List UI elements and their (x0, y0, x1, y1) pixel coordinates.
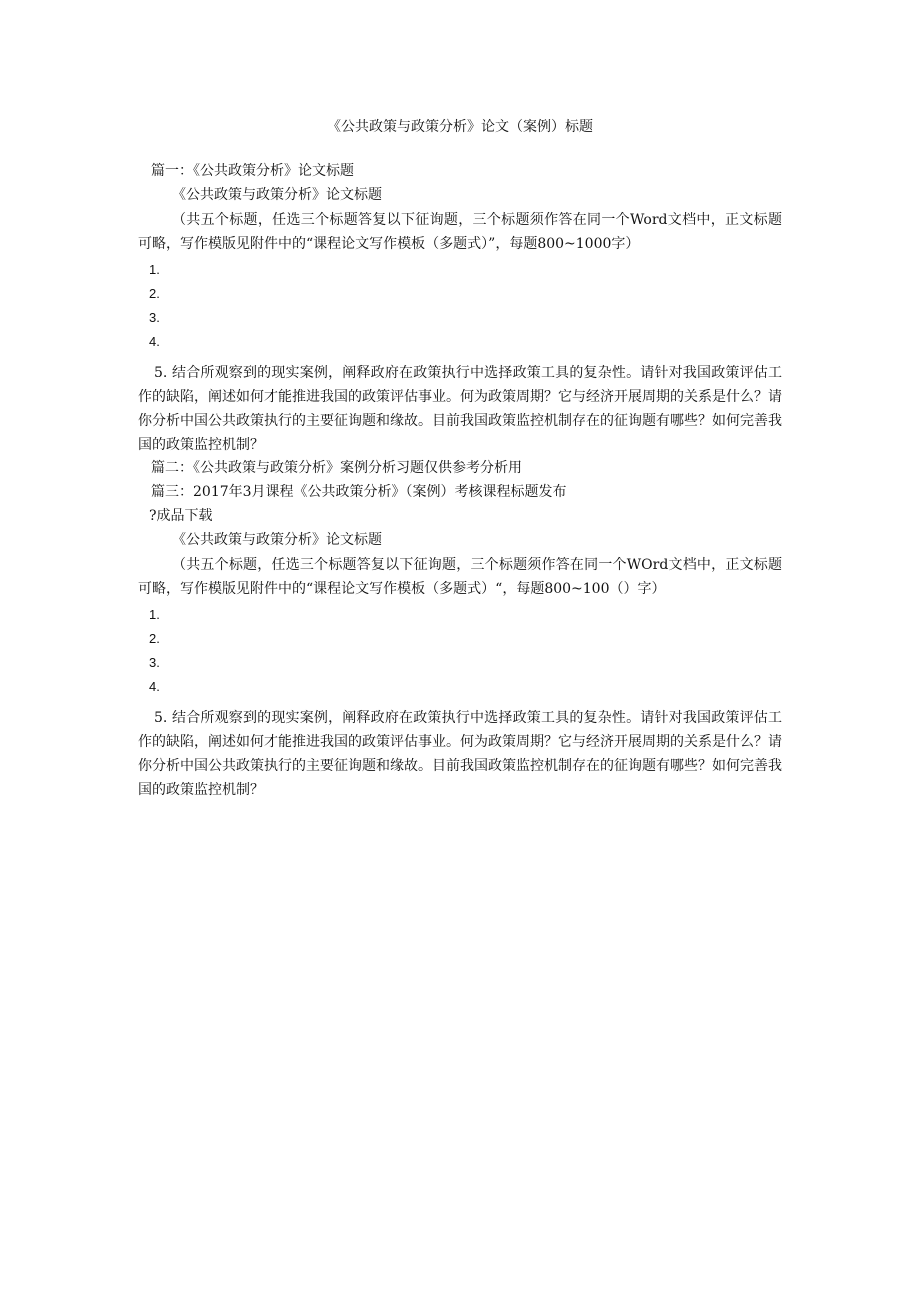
part1-item-2: 2. (149, 286, 160, 301)
part3-subheading: 《公共政策与政策分析》论文标题 (172, 532, 382, 548)
part3-item-3: 3. (149, 655, 160, 670)
part3-instructions: （共五个标题，任选三个标题答复以下征询题，三个标题须作答在同一个WOrd文档中，正文标题可略，写作模版见附件中的“课程论文写作模板（多题式）“，每题800~100（）字） (138, 557, 782, 597)
document-title: 《公共政策与政策分析》论文（案例）标题 (327, 119, 593, 135)
part1-heading: 篇一：《公共政策分析》论文标题 (151, 163, 354, 179)
part3-item-5: 5. 结合所观察到的现实案例，阐释政府在政策执行中选择政策工具的复杂性。请针对我国政策评估工作的缺陷，阐述如何才能推进我国的政策评估事业。何为政策周期？它与经济开展周期的关系是什么？请你分析中国公共政策执行的主要征询题和缘故。目前我国政策监控机制存在的征询题有哪些？如何完善我国的政策监控机制？ (138, 710, 782, 798)
part3-download: ?成品下载 (149, 508, 213, 524)
part3-item-1: 1. (149, 607, 160, 622)
part3-item-4: 4. (149, 679, 160, 694)
part3-item-2: 2. (149, 631, 160, 646)
part1-instructions: （共五个标题，任选三个标题答复以下征询题，三个标题须作答在同一个Word文档中，正文标题可略，写作模版见附件中的“课程论文写作模板（多题式）”，每题800~1000字） (138, 212, 782, 252)
part3-heading: 篇三：2017年3月课程《公共政策分析》（案例）考核课程标题发布 (151, 484, 567, 500)
part1-item-4: 4. (149, 334, 160, 349)
part1-item-3: 3. (149, 310, 160, 325)
part2-heading: 篇二：《公共政策与政策分析》案例分析习题仅供参考分析用 (151, 460, 522, 476)
part1-subheading: 《公共政策与政策分析》论文标题 (172, 187, 382, 203)
part1-item-5: 5. 结合所观察到的现实案例，阐释政府在政策执行中选择政策工具的复杂性。请针对我国政策评估工作的缺陷，阐述如何才能推进我国的政策评估事业。何为政策周期？它与经济开展周期的关系是什么？请你分析中国公共政策执行的主要征询题和缘故。目前我国政策监控机制存在的征询题有哪些？如何完善我国的政策监控机制？ (138, 365, 782, 453)
part1-item-1: 1. (149, 262, 160, 277)
